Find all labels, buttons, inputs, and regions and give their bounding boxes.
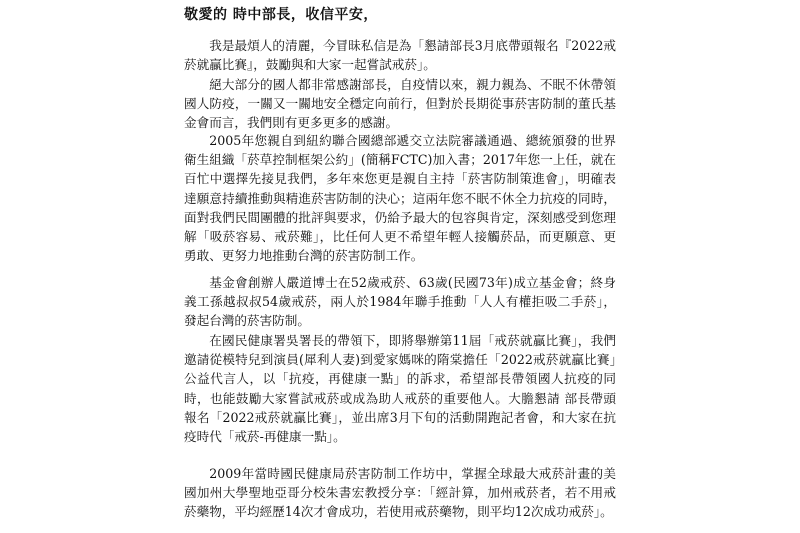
letter-paragraph-6: 2009年當時國民健康局菸害防制工作坊中，掌握全球最大戒菸計畫的美國加州大學聖地亞哥分校朱書宏教授分享：「經計算，加州戒菸者，若不用戒菸藥物，平均經歷14次才會成功，若使用戒菸藥物，則平均12次成功戒菸」。 xyxy=(184,466,616,520)
letter-paragraph-4: 基金會創辦人嚴道博士在52歲戒菸、63歲(民國73年)成立基金會；終身義工孫越叔叔54歲戒菸，兩人於1984年聯手推動「人人有權拒吸二手菸」，發起台灣的菸害防制。 xyxy=(184,275,616,329)
letter-paragraph-5: 在國民健康署吳署長的帶領下，即將舉辦第11屆「戒菸就贏比賽」，我們邀請從模特兒到演員(犀利人妻)到愛家媽咪的隋棠擔任「2022戒菸就贏比賽」公益代言人，以「抗疫，再健康一點」的訴求，希望部長帶領國人抗疫的同時，也能鼓勵大家嘗試戒菸或成為助人戒菸的重要他人。大膽懇請 部長帶頭報名「2022戒菸就贏比賽」，並出席3月下旬的活動開跑記者會，和大家在抗疫時代「戒菸-再健康一點」。 xyxy=(184,333,616,445)
letter-paragraph-3: 2005年您親自到紐約聯合國總部遞交立法院審議通過、總統頒發的世界衛生組織「菸草控制框架公約」(簡稱FCTC)加入書；2017年您一上任，就在百忙中選擇先接見我們，多年來您更是親自主持「菸害防制策進會」，明確表達願意持續推動與精進菸害防制的決心；這兩年您不眠不休全力抗疫的同時，面對我們民間團體的批評與要求，仍給予最大的包容與肯定，深刻感受到您理解「吸菸容易、戒菸難」，比任何人更不希望年輕人接觸菸品，而更願意、更勇敢、更努力地推動台灣的菸害防制工作。 xyxy=(184,133,616,264)
letter-paragraph-1: 我是最煩人的清麗，今冒昧私信是為「懇請部長3月底帶頭報名『2022戒菸就贏比賽』，鼓勵與和大家一起嘗試戒菸」。 xyxy=(184,38,616,73)
letter-paragraph-2: 絕大部分的國人都非常感謝部長，自疫情以來，親力親為、不眠不休帶領國人防疫，一關又一關地安全穩定向前行，但對於長期從事菸害防制的董氏基金會而言，我們則有更多更多的感謝。 xyxy=(184,77,616,131)
letter-greeting: 敬愛的 時中部長，收信平安， xyxy=(184,7,378,23)
